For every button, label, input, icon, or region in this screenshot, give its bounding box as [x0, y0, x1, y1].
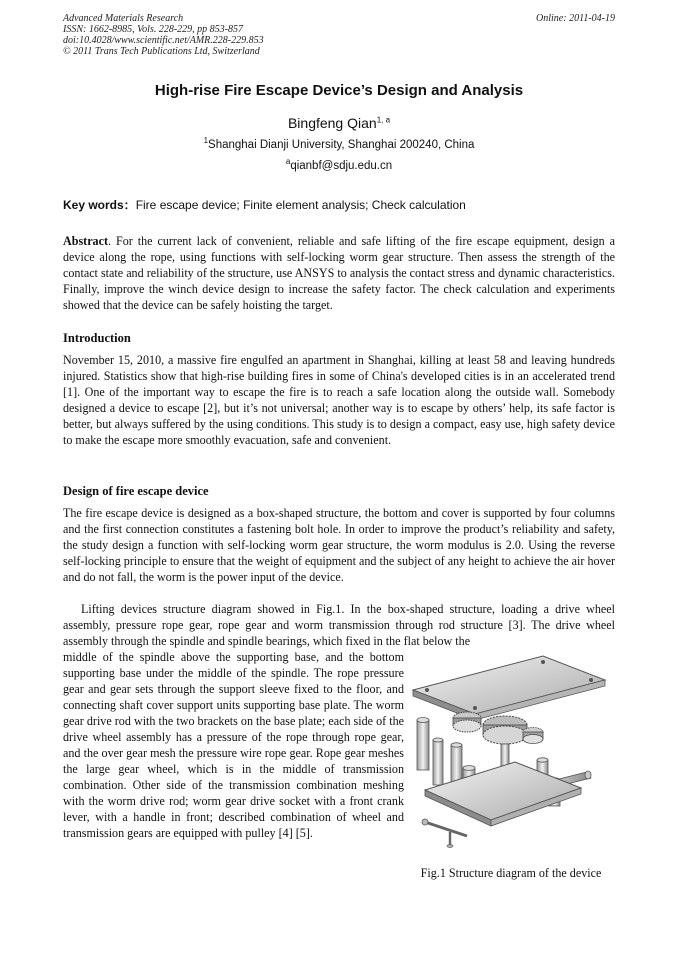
journal-name: Advanced Materials Research: [63, 13, 184, 24]
design-heading: Design of fire escape device: [63, 484, 209, 498]
email-text[interactable]: qianbf@sdju.edu.cn: [290, 160, 393, 172]
abstract-text: . For the current lack of convenient, reliable and safe lifting of the fire escape equipment, design a device along the rope, using functions with self-locking worm gear structure. Then assess the strength of the contact state and reliability of the structure, use ANSYS to analysis the contact stress and dynamic characteristics. Finally, improve the winch device design to increase the safety factor. The check calculation and experiments showed that the device can be safely hoisting the target.: [63, 234, 615, 312]
abstract-label: Abstract: [63, 234, 109, 248]
base-plate: [425, 762, 581, 826]
author: [0, 115, 678, 131]
copyright-line: © 2011 Trans Tech Publications Ltd, Switzerland: [63, 46, 260, 57]
keywords-text: Fire escape device; Finite element analysis; Check calculation: [135, 198, 466, 212]
structure-diagram-figure: [405, 650, 617, 862]
author-name: Bingfeng Qian: [287, 115, 377, 131]
online-date: Online: 2011-04-19: [536, 13, 615, 24]
design-paragraph-2: Lifting devices structure diagram showed in Fig.1. In the box-shaped structure, loading a drive wheel assembly, pressure rope gear, rope gear and worm transmission through rod structure [3]. The drive wheel assembly through the spindle and spindle bearings, which fixed in the flat below the: [63, 602, 615, 648]
introduction-heading: Introduction: [63, 331, 131, 345]
email[interactable]: [0, 157, 678, 172]
introduction-text: November 15, 2010, a massive fire engulfed an apartment in Shanghai, killing at least 58 and leaving hundreds injured. Statistics show that high-rise building fires in some of China's developed cities is in an accelerated trend [1]. One of the important way to escape the fire is to reach a safe location along the outside wall. Somebody designed a device to escape [2], but it’s not universal; another way is to escape by others’ help, its safe factor is better, but always suffered by the using conditions. This study is to design a compact, easy use, high safety device to make the escape more smoothly evacuation, safe and convenient.: [63, 353, 615, 447]
doi-line: doi:10.4028/www.scientific.net/AMR.228-229.853: [63, 35, 264, 46]
author-sup: 1, a: [376, 115, 391, 125]
issn-line: ISSN: 1662-8985, Vols. 228-229, pp 853-857: [63, 24, 243, 35]
figure-caption: Fig.1 Structure diagram of the device: [420, 866, 602, 880]
email-sup: a: [285, 157, 291, 167]
abstract: [63, 233, 615, 313]
affiliation: [0, 136, 678, 151]
top-cover-plate: [413, 656, 605, 720]
journal-header: [63, 13, 264, 57]
crank-lever: [422, 819, 467, 848]
design-paragraph-3: middle of the spindle above the supporting base, and the bottom supporting base under the middle of the spindle. The rope pressure gear and gear sets through the support sleeve fixed to the floor, and connecting shaft cover support units supporting base plate. The worm gear drive rod with the two brackets on the base plate; each side of the drive wheel assembly has a pressure of the rope through rope gear, and the over gear mesh the pressure wire rope gear. Rope gear meshes the large gear wheel, which is in the middle of transmission combination. Other side of the transmission combination meshing with the worm drive rod; worm gear drive socket with a front crank lever, with a handle in front; described combination of wheel and transmission gears are equipped with pulley [4] [5].: [63, 650, 404, 840]
design-paragraph-1: The fire escape device is designed as a box-shaped structure, the bottom and cover is supported by four columns and the first connection constitutes a fastening bolt hole. In order to improve the product’s reliability and safety, the study design a function with self-locking worm gear structure, the worm modulus is 2.0. Using the reverse self-locking principle to ensure that the weight of equipment and the subject of any height to achieve the air hover and do not fall, the worm is the power input of the device.: [63, 506, 615, 584]
affiliation-text: Shanghai Dianji University, Shanghai 200240, China: [208, 139, 475, 151]
affiliation-sup: 1: [203, 136, 209, 146]
paper-title: High-rise Fire Escape Device’s Design and Analysis: [154, 82, 524, 99]
keywords-label: Key words：: [63, 198, 136, 212]
keywords: [63, 196, 615, 213]
